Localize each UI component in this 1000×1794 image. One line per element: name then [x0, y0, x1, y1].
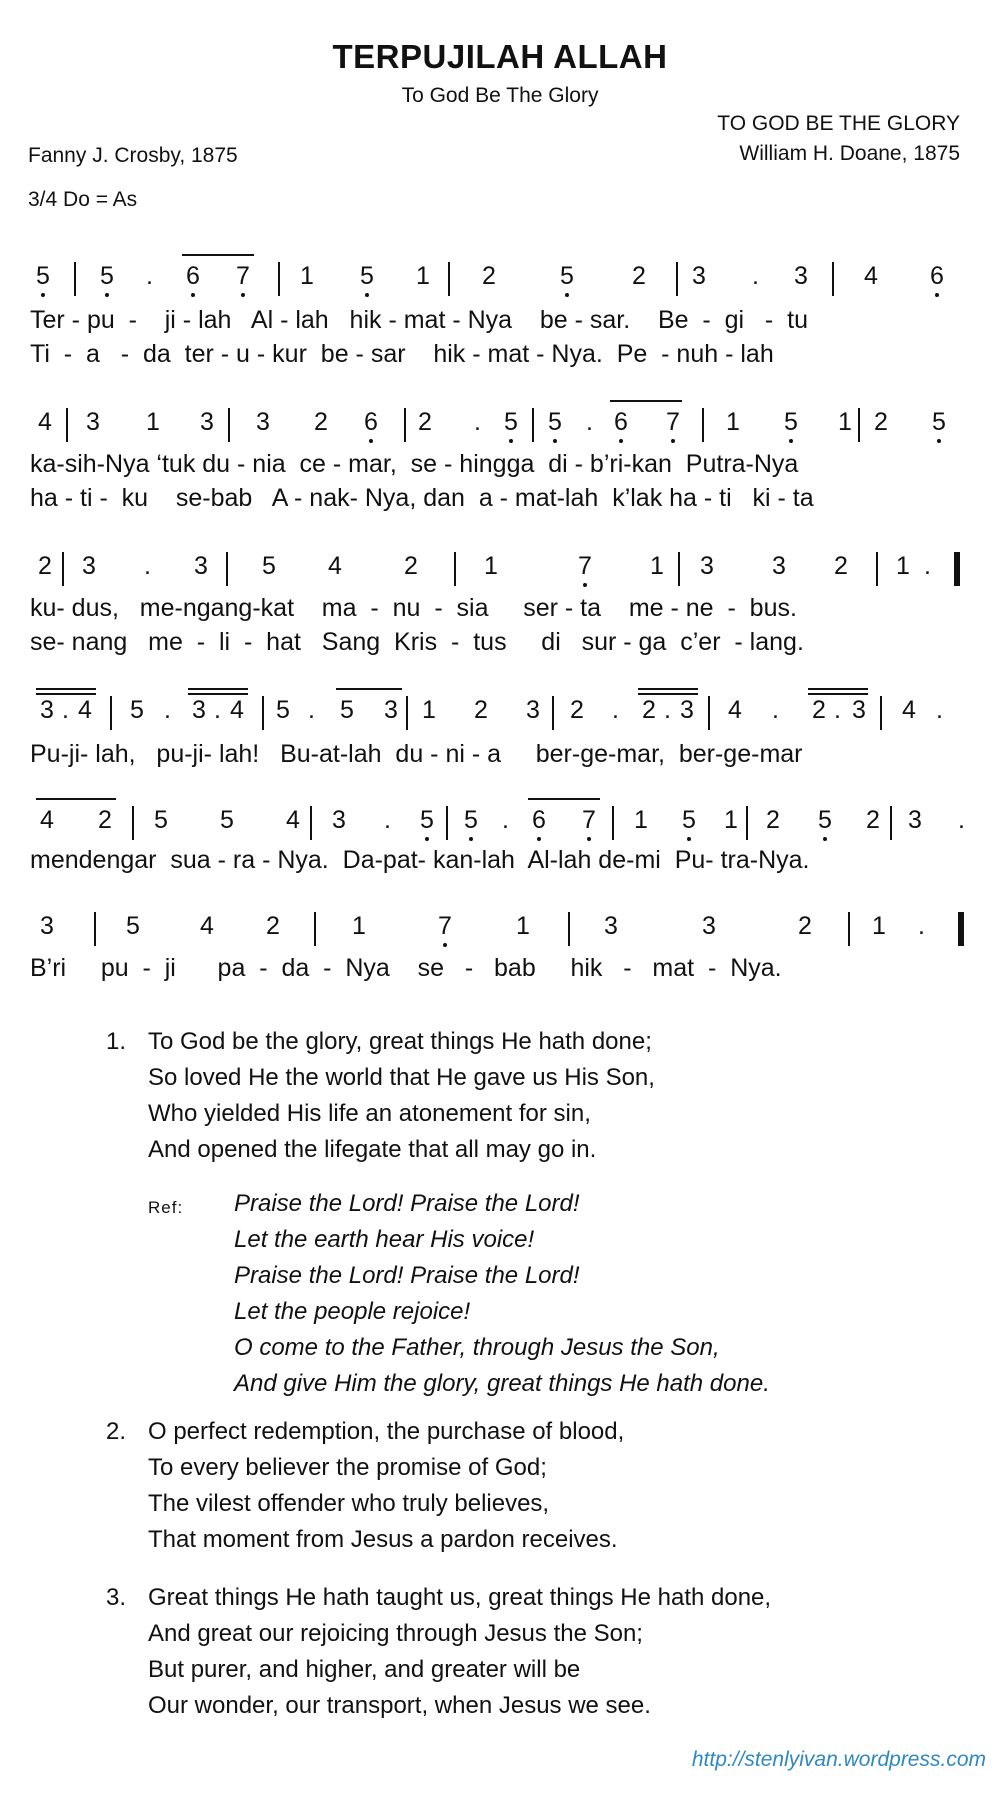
lyrics-row-3a: ku- dus, me-ngang-kat ma - nu - sia ser - ta me - ne - bus. — [30, 594, 797, 622]
lyrics-row-4: Pu-ji- lah, pu-ji- lah! Bu-at-lah du - ni - a ber-ge-mar, ber-ge-mar — [30, 740, 803, 768]
note: 5 — [100, 262, 114, 290]
verse-number: 2. — [106, 1418, 127, 1445]
refrain-line: Let the earth hear His voice! — [234, 1226, 535, 1253]
verse-3 — [106, 1580, 771, 1724]
verse-line: To God be the glory, great things He hath done; — [148, 1028, 652, 1055]
refrain-label: Ref: — [148, 1198, 184, 1217]
lyrics-row-1a: Ter - pu - ji - lah Al - lah hik - mat - Nya be - sar. Be - gi - tu — [30, 306, 809, 334]
song-title: TERPUJILAH ALLAH — [332, 38, 668, 75]
verse-line: Who yielded His life an atonement for sin, — [148, 1100, 591, 1127]
lyricist-credit: Fanny J. Crosby, 1875 — [28, 144, 238, 167]
verse-line: But purer, and higher, and greater will be — [148, 1656, 581, 1683]
lyrics-row-5: mendengar sua - ra - Nya. Da-pat- kan-lah Al-lah de-mi Pu- tra-Nya. — [30, 846, 810, 874]
lyrics-row-6: B’ri pu - ji pa - da - Nya se - bab hik - mat - Nya. — [30, 954, 782, 982]
verse-line: Our wonder, our transport, when Jesus we see. — [148, 1692, 651, 1719]
verse-line: The vilest offender who truly believes, — [148, 1490, 550, 1517]
verse-line: And opened the lifegate that all may go in. — [148, 1136, 597, 1163]
lyrics-row-1b: Ti - a - da ter - u - kur be - sar hik - mat - Nya. Pe - nuh - lah — [30, 340, 774, 368]
refrain-line: Praise the Lord! Praise the Lord! — [234, 1262, 580, 1289]
verse-1 — [106, 1024, 655, 1168]
verse-line: To every believer the promise of God; — [148, 1454, 547, 1481]
verse-line: So loved He the world that He gave us His Son, — [148, 1064, 655, 1091]
note: 5 — [36, 262, 50, 290]
verse-line: Great things He hath taught us, great things He hath done, — [148, 1584, 772, 1611]
refrain-line: O come to the Father, through Jesus the Son, — [234, 1334, 720, 1361]
verse-number: 1. — [106, 1028, 127, 1055]
verse-line: And great our rejoicing through Jesus the Son; — [148, 1620, 643, 1647]
notation-row-5: 4 2 5 5 4 3 . 5 5 . 6 7 1 5 1 2 5 2 3 . — [0, 806, 1000, 840]
tune-name: TO GOD BE THE GLORY — [717, 112, 960, 135]
notation-row-6: 3 5 4 2 1 7 1 3 3 2 1 . — [0, 912, 1000, 946]
verse-number: 3. — [106, 1584, 127, 1611]
refrain-line: Let the people rejoice! — [234, 1298, 471, 1325]
notation-row-2: 4 3 1 3 3 2 6 2 . 5 5 . 6 7 1 5 1 2 5 — [0, 408, 1000, 442]
song-subtitle: To God Be The Glory — [401, 84, 599, 107]
lyrics-row-2a: ka-sih-Nya ‘tuk du - nia ce - mar, se - hingga di - b’ri-kan Putra-Nya — [30, 450, 799, 478]
verse-line: That moment from Jesus a pardon receives. — [148, 1526, 618, 1553]
meter-key: 3/4 Do = As — [28, 188, 138, 211]
lyrics-row-2b: ha - ti - ku se-bab A - nak- Nya, dan a - mat-lah k’lak ha - ti ki - ta — [30, 484, 814, 512]
verse-line: O perfect redemption, the purchase of blood, — [148, 1418, 625, 1445]
refrain — [148, 1186, 770, 1402]
composer-credit: William H. Doane, 1875 — [739, 142, 960, 165]
refrain-line: And give Him the glory, great things He hath done. — [234, 1370, 770, 1397]
notation-row-1: 5 5 . 6 7 1 5 1 2 5 2 3 . 3 4 6 — [0, 262, 1000, 296]
verse-2 — [106, 1414, 624, 1558]
notation-row-4: 3 . 4 5 . 3 . 4 5 . 5 3 1 2 3 2 . 2 . 3 4 . 2 . 3 4 . — [0, 696, 1000, 730]
refrain-line: Praise the Lord! Praise the Lord! — [234, 1190, 580, 1217]
source-url[interactable]: http://stenlyivan.wordpress.com — [691, 1748, 986, 1771]
notation-row-3: 2 3 . 3 5 4 2 1 7 1 3 3 2 1 . — [0, 552, 1000, 586]
lyrics-row-3b: se- nang me - li - hat Sang Kris - tus di sur - ga c’er - lang. — [30, 628, 804, 656]
